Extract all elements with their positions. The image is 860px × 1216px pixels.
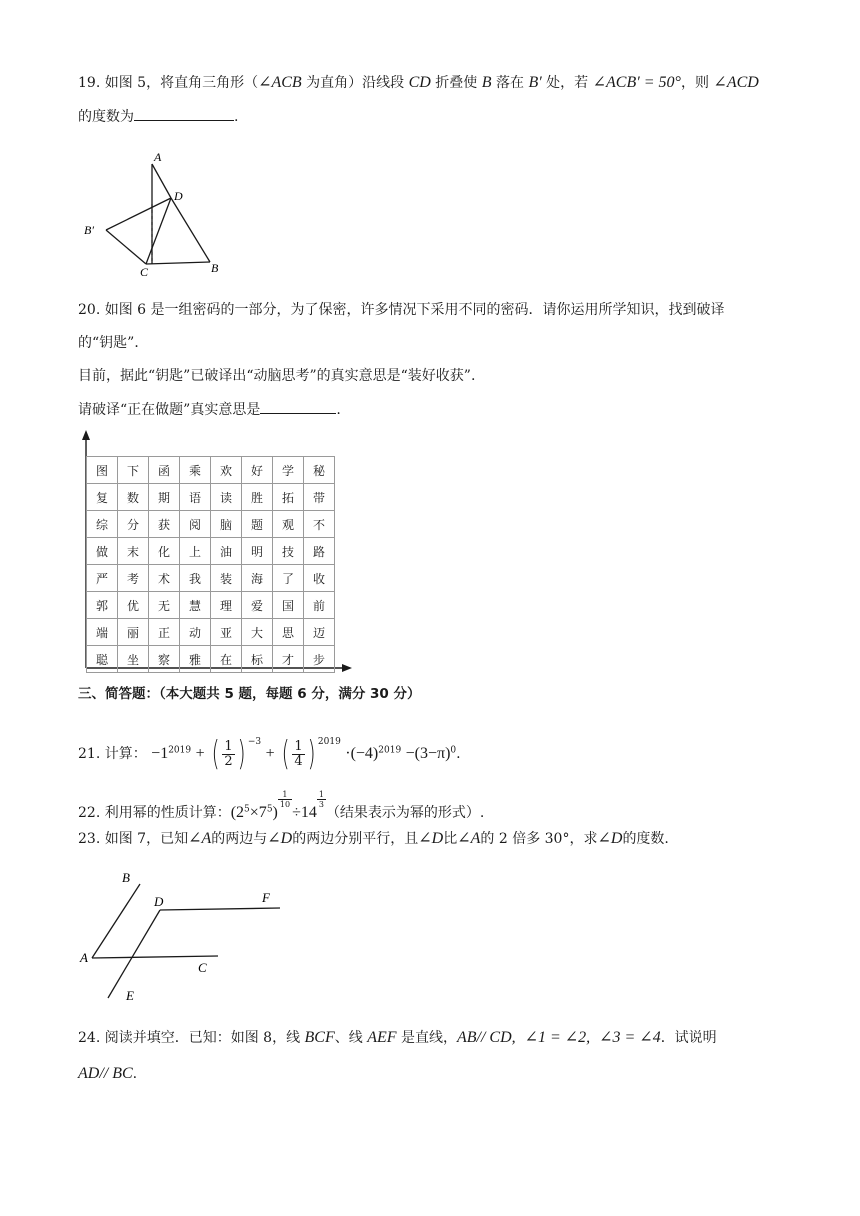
grid-cell: 拓 bbox=[273, 484, 304, 511]
label-c7: C bbox=[198, 960, 207, 975]
q22-exp-frac bbox=[278, 790, 292, 809]
grid-cell: 聪 bbox=[87, 646, 118, 673]
line-ac bbox=[92, 956, 218, 958]
grid-cell: 正 bbox=[149, 619, 180, 646]
grid-cell: 在 bbox=[211, 646, 242, 673]
grid-cell: 复 bbox=[87, 484, 118, 511]
grid-cell: 图 bbox=[87, 457, 118, 484]
grid-row bbox=[87, 511, 335, 538]
q20-text-1: 如图 6 是一组密码的一部分，为了保密，许多情况下采用不同的密码．请你运用所学知识，找到破译 bbox=[104, 302, 725, 318]
grid-cell: 严 bbox=[87, 565, 118, 592]
grid-cell: 国 bbox=[273, 592, 304, 619]
grid-cell: 动 bbox=[180, 619, 211, 646]
grid-cell: 秘 bbox=[304, 457, 335, 484]
grid-cell: 察 bbox=[149, 646, 180, 673]
q21-quarter-den: 4 bbox=[294, 753, 303, 769]
q21-label: 计算： bbox=[104, 746, 147, 762]
q23-text-f: 的度数. bbox=[622, 831, 669, 847]
q23-angle-d3: ∠D bbox=[597, 830, 623, 847]
q19-text-b: 为直角）沿线段 bbox=[301, 75, 409, 91]
grid-cell: 下 bbox=[118, 457, 149, 484]
grid-row bbox=[87, 565, 335, 592]
q21-rparen-2: ) bbox=[307, 734, 316, 774]
q20-line1 bbox=[78, 300, 725, 320]
q24-bcf: BCF bbox=[304, 1029, 335, 1046]
answer-blank-19[interactable] bbox=[134, 106, 234, 121]
q22-note: （结果表示为幂的形式）. bbox=[325, 805, 485, 821]
q21-quarter-num: 1 bbox=[294, 738, 303, 754]
q21-plus-2: + bbox=[265, 745, 275, 762]
q24-text-c: 是直线， bbox=[396, 1030, 457, 1046]
segment-ad bbox=[152, 164, 171, 198]
q20-line4 bbox=[78, 399, 341, 420]
q22-label: 利用幂的性质计算： bbox=[104, 805, 231, 821]
q22-exp-frac-num: 1 bbox=[278, 790, 292, 800]
grid-cell: 学 bbox=[273, 457, 304, 484]
label-e7: E bbox=[126, 988, 134, 1003]
q19-b: B bbox=[481, 74, 492, 91]
q22-exp-third-den: 3 bbox=[318, 800, 324, 809]
grid-cell: 前 bbox=[304, 592, 335, 619]
grid-cell: 欢 bbox=[211, 457, 242, 484]
q22-number: 22. bbox=[78, 805, 101, 821]
q22-exp-frac-den: 10 bbox=[279, 800, 291, 809]
grid-cell: 思 bbox=[273, 619, 304, 646]
grid-cell: 了 bbox=[273, 565, 304, 592]
q24-number: 24. bbox=[78, 1030, 101, 1046]
q19-number: 19. bbox=[78, 75, 101, 91]
grid-cell: 乘 bbox=[180, 457, 211, 484]
grid-cell: 化 bbox=[149, 538, 180, 565]
cipher-grid bbox=[86, 456, 335, 673]
q23-text-e: 的 2 倍多 30°，求 bbox=[480, 831, 598, 847]
q23-text-b: 的两边与 bbox=[211, 831, 268, 847]
q22-exp-third-num: 1 bbox=[318, 790, 324, 799]
grid-cell: 装 bbox=[211, 565, 242, 592]
q19-text-d: 落在 bbox=[491, 75, 529, 91]
grid-cell: 慧 bbox=[180, 592, 211, 619]
grid-cell: 迈 bbox=[304, 619, 335, 646]
q21-exp-0: 0 bbox=[450, 745, 457, 756]
segment-bprime-c bbox=[106, 230, 146, 264]
grid-cell: 带 bbox=[304, 484, 335, 511]
grid-cell: 术 bbox=[149, 565, 180, 592]
q21-end: . bbox=[456, 746, 461, 762]
q21-half-num: 1 bbox=[224, 738, 233, 754]
q23-angle-a2: ∠A bbox=[457, 830, 481, 847]
grid-cell: 路 bbox=[304, 538, 335, 565]
q22-exp-third bbox=[317, 790, 326, 809]
q19-target: ∠ACD bbox=[713, 74, 759, 91]
grid-row bbox=[87, 484, 335, 511]
grid-cell: 不 bbox=[304, 511, 335, 538]
q20-line3 bbox=[78, 366, 475, 386]
q21-exp-neg3: −3 bbox=[247, 737, 262, 747]
q24-ad-bc: AD// BC bbox=[78, 1065, 133, 1082]
q22-div: ÷14 bbox=[292, 804, 317, 821]
line-ab bbox=[92, 884, 140, 958]
q20-line2 bbox=[78, 333, 148, 353]
label-b: B bbox=[211, 261, 219, 275]
grid-cell: 观 bbox=[273, 511, 304, 538]
grid-cell: 标 bbox=[242, 646, 273, 673]
grid-row bbox=[87, 646, 335, 673]
grid-cell: 海 bbox=[242, 565, 273, 592]
q23-angle-a: ∠A bbox=[188, 830, 212, 847]
grid-cell: 大 bbox=[242, 619, 273, 646]
grid-cell: 语 bbox=[180, 484, 211, 511]
line-df bbox=[160, 908, 280, 910]
q21-minus-term: −(3−π) bbox=[405, 745, 451, 762]
answer-blank-20[interactable] bbox=[260, 399, 336, 414]
q24-aef: AEF bbox=[367, 1029, 397, 1046]
q22-exp5a: 5 bbox=[244, 804, 250, 815]
grid-cell: 爱 bbox=[242, 592, 273, 619]
q22-base: (2 bbox=[230, 804, 245, 821]
grid-cell: 上 bbox=[180, 538, 211, 565]
grid-cell: 郭 bbox=[87, 592, 118, 619]
q21-exp-2019: 2019 bbox=[168, 745, 192, 756]
q19-line2 bbox=[78, 106, 238, 127]
q23-line bbox=[78, 829, 669, 849]
q21-times-neg4: ·(−4) bbox=[345, 745, 379, 762]
q19-cd: CD bbox=[408, 74, 431, 91]
grid-cell: 获 bbox=[149, 511, 180, 538]
segment-db bbox=[171, 198, 210, 262]
grid-row bbox=[87, 619, 335, 646]
grid-row bbox=[87, 592, 335, 619]
q21-lparen-1: ( bbox=[211, 734, 220, 774]
grid-cell: 端 bbox=[87, 619, 118, 646]
q21-half-den: 2 bbox=[224, 753, 233, 769]
grid-cell: 坐 bbox=[118, 646, 149, 673]
q19-text-e: 处，若 bbox=[541, 75, 593, 91]
grid-cell: 数 bbox=[118, 484, 149, 511]
grid-cell: 油 bbox=[211, 538, 242, 565]
q19-text-a: 如图 5，将直角三角形（ bbox=[104, 75, 259, 91]
q22-mid: ×7 bbox=[249, 804, 267, 821]
q23-text-c: 的两边分别平行，且 bbox=[292, 831, 419, 847]
figure-5 bbox=[80, 148, 240, 280]
grid-cell: 阅 bbox=[180, 511, 211, 538]
q24-angle-12: ∠1 = ∠2, bbox=[524, 1029, 591, 1046]
grid-cell: 明 bbox=[242, 538, 273, 565]
q20-text-3: 目前，据此“钥匙”已破译出“动脑思考”的真实意思是“装好收获”. bbox=[78, 368, 476, 384]
q20-text-4: 请破译“正在做题”真实意思是 bbox=[78, 402, 261, 418]
label-d: D bbox=[174, 189, 183, 203]
label-c: C bbox=[140, 265, 149, 279]
grid-cell: 收 bbox=[304, 565, 335, 592]
grid-cell: 综 bbox=[87, 511, 118, 538]
q20-end: . bbox=[336, 402, 341, 418]
grid-cell: 题 bbox=[242, 511, 273, 538]
grid-cell: 优 bbox=[118, 592, 149, 619]
line-de bbox=[108, 910, 160, 998]
q24-line2 bbox=[78, 1064, 137, 1084]
label-a: A bbox=[154, 150, 162, 164]
grid-cell: 理 bbox=[211, 592, 242, 619]
q22-exp5b: 5 bbox=[266, 804, 273, 815]
q23-angle-d2: ∠D bbox=[418, 830, 444, 847]
q23-text-d: 比 bbox=[443, 831, 458, 847]
grid-row bbox=[87, 538, 335, 565]
q19-text-f: ，则 bbox=[680, 75, 714, 91]
grid-cell: 期 bbox=[149, 484, 180, 511]
segment-cb bbox=[146, 262, 210, 264]
grid-cell: 考 bbox=[118, 565, 149, 592]
label-b7: B bbox=[122, 870, 130, 885]
q24-end: . bbox=[132, 1066, 138, 1082]
grid-row bbox=[87, 457, 335, 484]
label-d7: D bbox=[154, 894, 164, 909]
q24-text-b: 、线 bbox=[334, 1030, 368, 1046]
q19-end: . bbox=[234, 109, 239, 125]
grid-cell: 胜 bbox=[242, 484, 273, 511]
q21-plus-1: + bbox=[195, 745, 205, 762]
grid-cell: 好 bbox=[242, 457, 273, 484]
q20-number: 20. bbox=[78, 302, 101, 318]
section3-title: 三、简答题：（本大题共 5 题，每题 6 分，满分 30 分） bbox=[78, 686, 421, 702]
q21-number: 21. bbox=[78, 746, 101, 762]
grid-cell: 技 bbox=[273, 538, 304, 565]
q21-line bbox=[78, 722, 461, 774]
q23-text-a: 如图 7，已知 bbox=[104, 831, 189, 847]
q23-number: 23. bbox=[78, 831, 101, 847]
grid-cell: 分 bbox=[118, 511, 149, 538]
q24-ab-cd: AB// CD, bbox=[456, 1029, 516, 1046]
grid-cell: 读 bbox=[211, 484, 242, 511]
label-f7: F bbox=[262, 890, 270, 905]
q24-text-d: ．试说明 bbox=[660, 1030, 717, 1046]
grid-cell: 末 bbox=[118, 538, 149, 565]
q23-angle-d: ∠D bbox=[267, 830, 293, 847]
q21-lparen-2: ( bbox=[281, 734, 290, 774]
q19-bprime: B′ bbox=[528, 74, 542, 91]
q19-line1 bbox=[78, 73, 759, 93]
q21-half bbox=[222, 740, 234, 769]
q24-angle-34: ∠3 = ∠4 bbox=[599, 1029, 661, 1046]
grid-cell: 做 bbox=[87, 538, 118, 565]
label-bprime: B′ bbox=[84, 223, 94, 237]
q21-quarter bbox=[292, 740, 304, 769]
grid-cell: 雅 bbox=[180, 646, 211, 673]
grid-cell: 脑 bbox=[211, 511, 242, 538]
q21-rparen-1: ) bbox=[237, 734, 246, 774]
grid-cell: 步 bbox=[304, 646, 335, 673]
grid-cell: 我 bbox=[180, 565, 211, 592]
q24-text-a: 阅读并填空．已知：如图 8，线 bbox=[104, 1030, 305, 1046]
q22-close: ) bbox=[272, 804, 278, 821]
grid-cell: 无 bbox=[149, 592, 180, 619]
q19-angle-acb: ∠ACB bbox=[258, 74, 302, 91]
label-a7: A bbox=[80, 950, 88, 965]
q21-exp-2019c: 2019 bbox=[378, 745, 402, 756]
grid-cell: 才 bbox=[273, 646, 304, 673]
q21-exp-2019b: 2019 bbox=[317, 737, 341, 747]
q24-line1 bbox=[78, 1028, 717, 1048]
grid-cell: 丽 bbox=[118, 619, 149, 646]
q22-line bbox=[78, 790, 484, 825]
q19-line2-text: 的度数为 bbox=[78, 109, 134, 125]
q21-minus-one: −1 bbox=[151, 745, 169, 762]
q19-text-c: 折叠使 bbox=[430, 75, 482, 91]
grid-cell: 亚 bbox=[211, 619, 242, 646]
figure-7 bbox=[78, 862, 298, 1008]
x-axis-arrow bbox=[342, 664, 352, 672]
grid-cell: 函 bbox=[149, 457, 180, 484]
q20-text-2: 的“钥匙”． bbox=[78, 335, 149, 351]
q19-condition: ∠ACB′ = 50° bbox=[592, 74, 681, 91]
y-axis-arrow bbox=[82, 430, 90, 440]
